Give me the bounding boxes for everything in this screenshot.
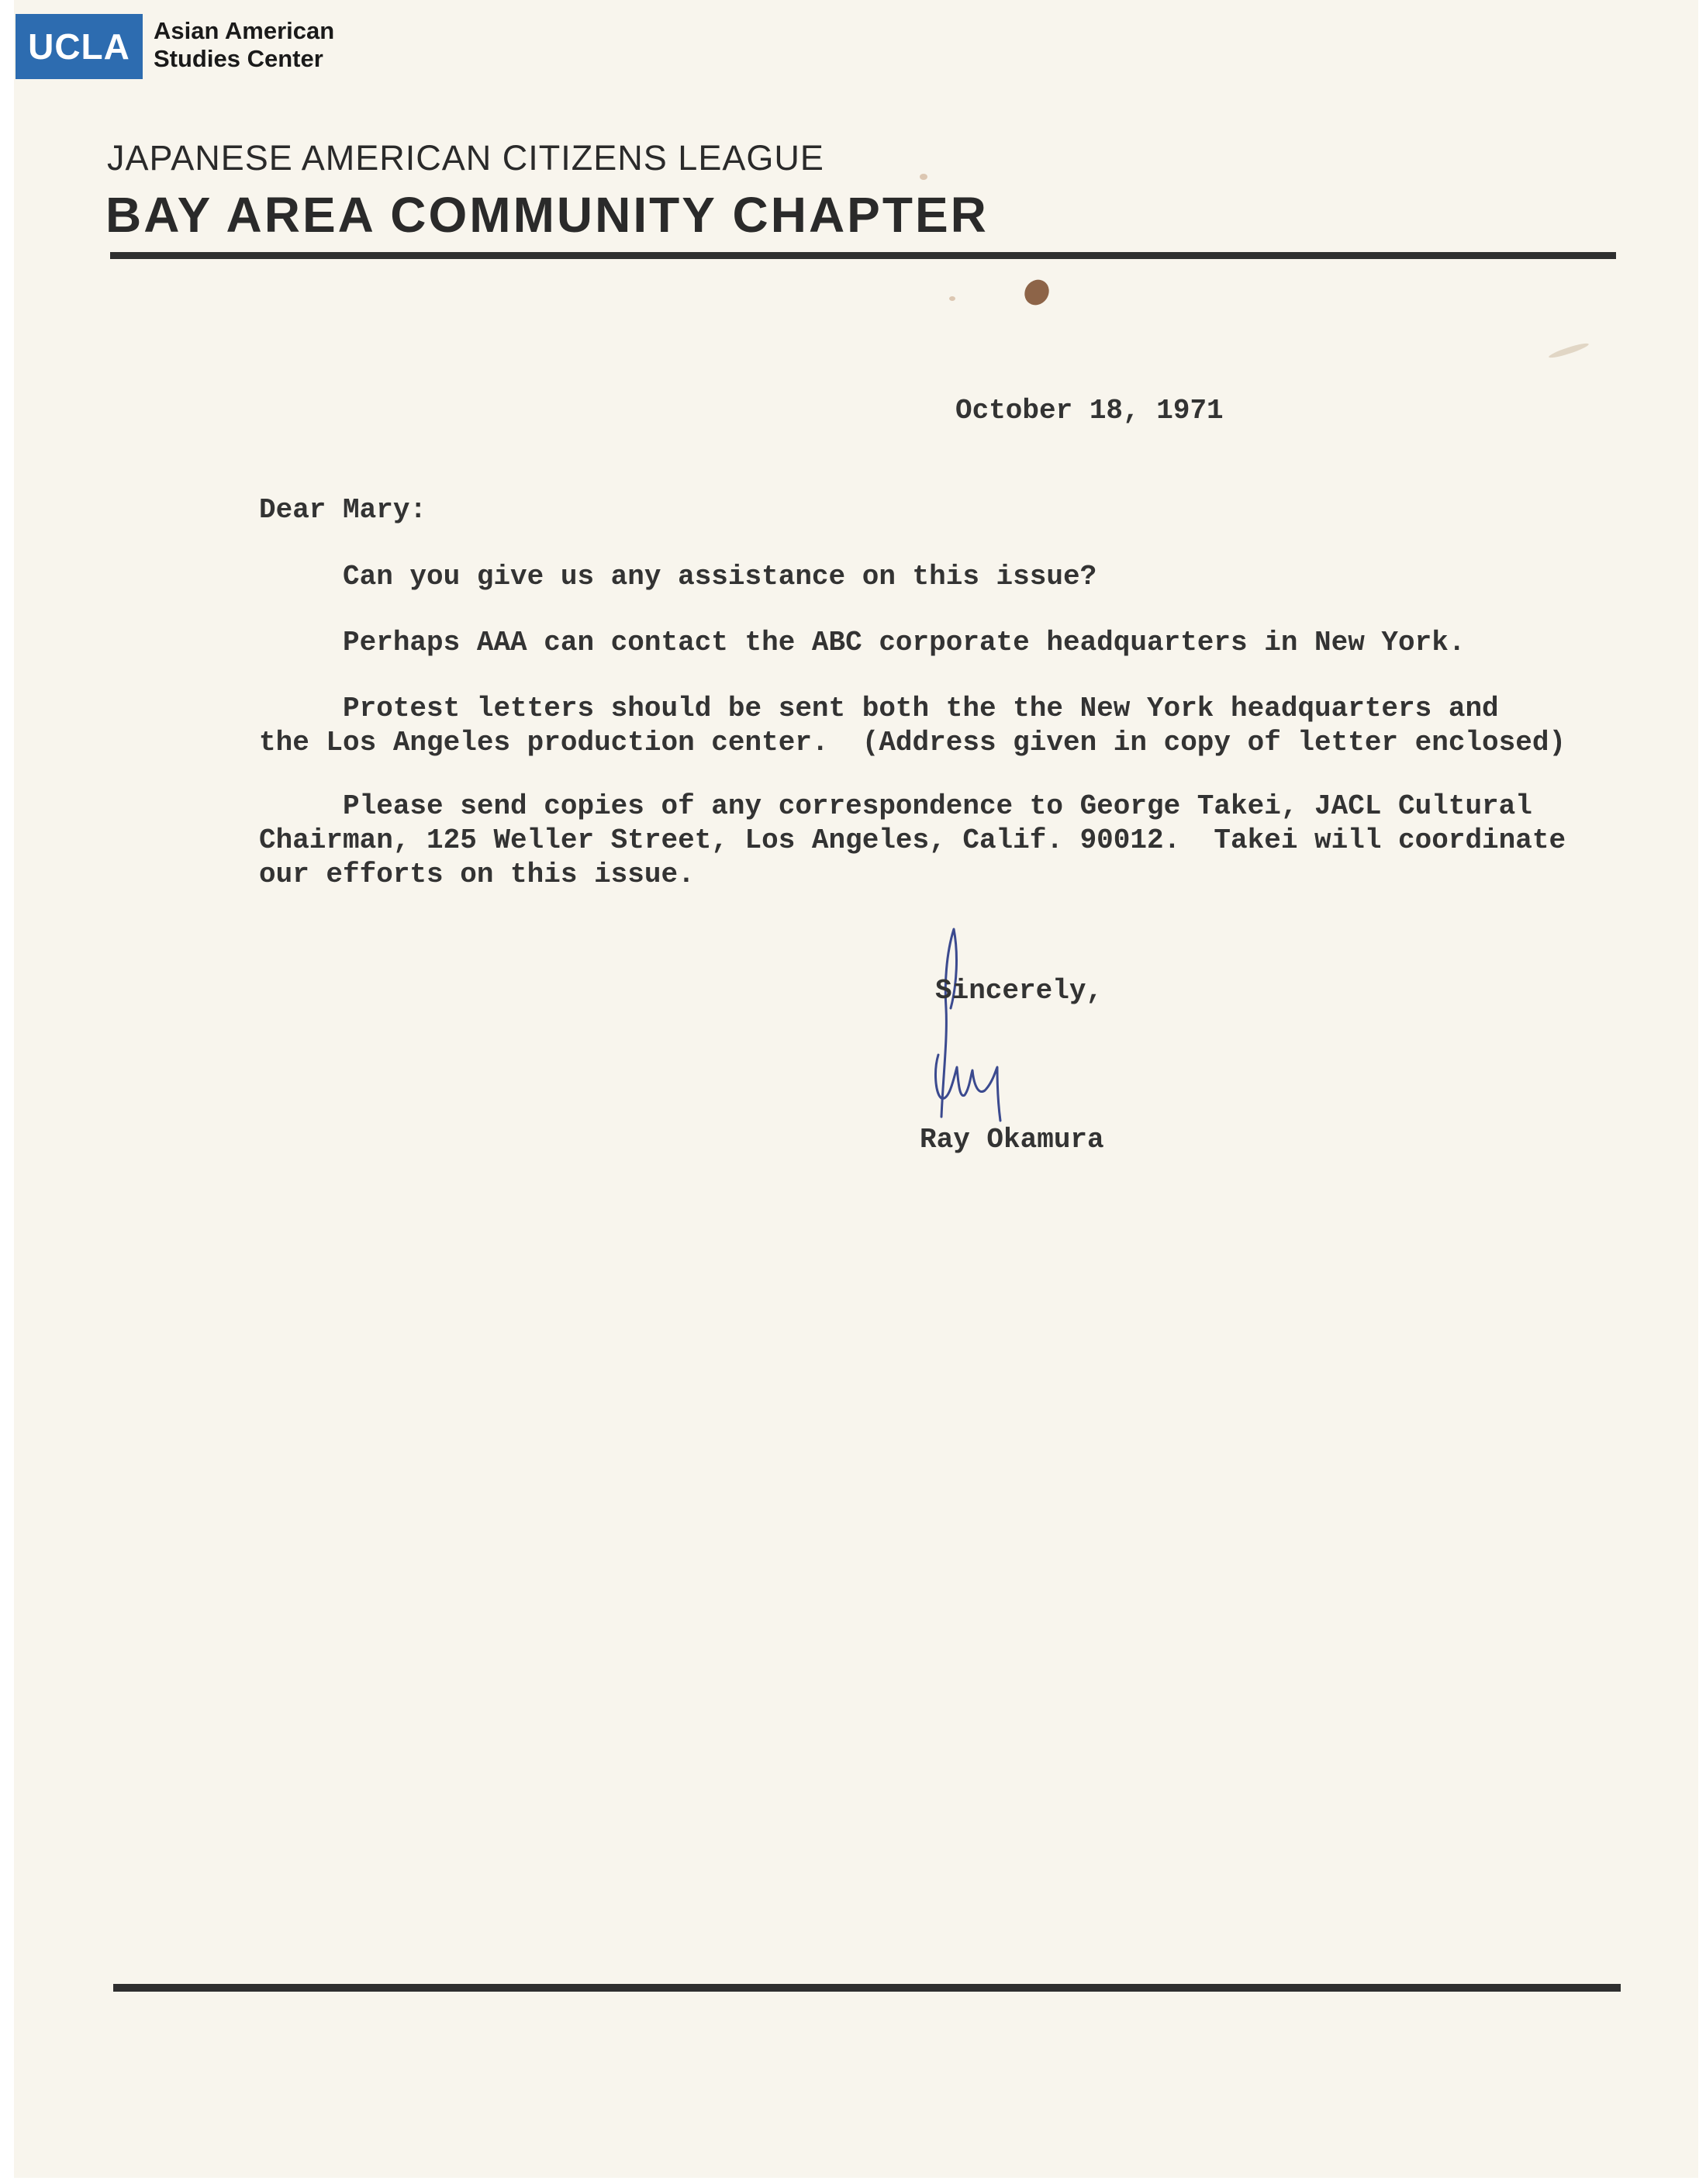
center-name-line-2: Studies Center bbox=[154, 45, 323, 72]
center-name bbox=[154, 17, 334, 73]
paper-stain bbox=[1020, 275, 1054, 309]
scan-margin-right bbox=[1698, 0, 1706, 2184]
ucla-logo: UCLA bbox=[16, 14, 143, 79]
footer-rule bbox=[113, 1984, 1621, 1992]
signer-name: Ray Okamura bbox=[920, 1124, 1104, 1156]
paragraph-2: Perhaps AAA can contact the ABC corporate headquarters in New York. bbox=[259, 627, 1466, 658]
letterhead-rule bbox=[110, 252, 1616, 259]
closing: Sincerely, bbox=[935, 975, 1103, 1007]
paragraph-3: Protest letters should be sent both the the New York headquarters and the Los Angeles production center. (Address given in copy of letter enclosed) bbox=[259, 693, 1566, 759]
paper-stain bbox=[1548, 341, 1590, 360]
handwritten-signature bbox=[923, 923, 1047, 1125]
paragraph-4: Please send copies of any correspondence to George Takei, JACL Cultural Chairman, 125 Weller Street, Los Angeles, Calif. 90012. Takei will coordinate our efforts on this issue. bbox=[259, 790, 1566, 890]
salutation: Dear Mary: bbox=[259, 494, 427, 526]
paper-stain bbox=[920, 174, 927, 180]
organization-name: JAPANESE AMERICAN CITIZENS LEAGUE bbox=[107, 138, 824, 178]
letter-date: October 18, 1971 bbox=[955, 395, 1224, 427]
scan-margin-left bbox=[0, 0, 14, 2184]
center-name-line-1: Asian American bbox=[154, 17, 335, 44]
scan-margin-bottom bbox=[0, 2178, 1706, 2184]
paper-stain bbox=[949, 296, 955, 301]
paragraph-1: Can you give us any assistance on this issue? bbox=[259, 561, 1097, 593]
chapter-name: BAY AREA COMMUNITY CHAPTER bbox=[105, 187, 989, 243]
